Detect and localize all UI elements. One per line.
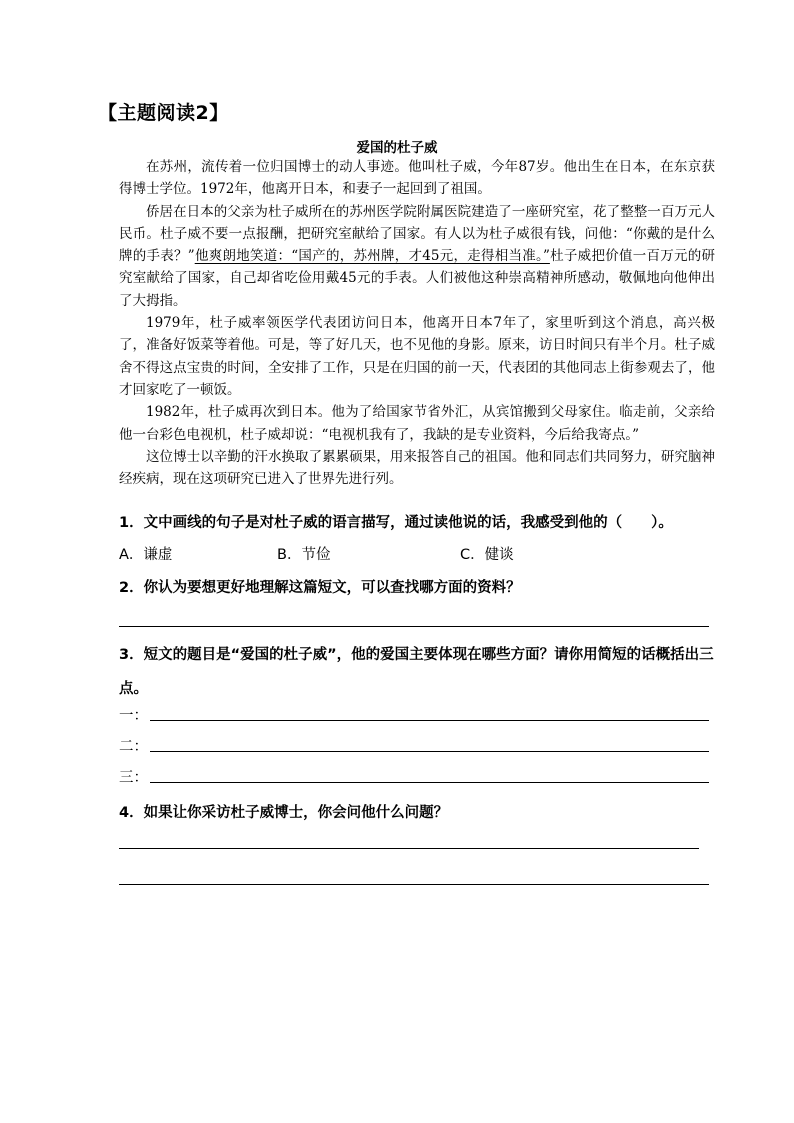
q3-label-3: 三：	[119, 770, 148, 786]
question-3: 3．短文的题目是“爱国的杜子威”，他的爱国主要体现在哪些方面？请你用简短的话概括出三点。	[119, 647, 714, 697]
q4-answer-line-1[interactable]	[119, 848, 699, 849]
q1-option-b[interactable]: B．节俭	[277, 547, 331, 563]
article-body	[119, 156, 715, 490]
q3-label-1: 一：	[119, 708, 148, 724]
q3-label-2: 二：	[119, 739, 148, 755]
q2-answer-line[interactable]	[119, 626, 709, 627]
q1-option-c[interactable]: C．健谈	[460, 547, 514, 563]
article-paragraph-1: 在苏州，流传着一位归国博士的动人事迹。他叫杜子威，今年87岁。他出生在日本，在东京获得博士学位。1972年，他离开日本，和妻子一起回到了祖国。	[119, 159, 715, 198]
article-paragraph-3: 1979年，杜子威率领医学代表团访问日本，他离开日本7年了，家里听到这个消息，高兴极了，准备好饭菜等着他。可是，等了好几天，也不见他的身影。原来，访日时间只有半个月。杜子威舍不得这点宝贵的时间，全安排了工作，只是在归国的前一天，代表团的其他同志上街参观去了，他才回家吃了一顿饭。	[119, 315, 715, 398]
question-4: 4．如果让你采访杜子威博士，你会问他什么问题？	[119, 805, 449, 821]
underlined-sentence: 他爽朗地笑道：“国产的，苏州牌，才45元，走得相当准。”	[194, 248, 550, 265]
question-1: 1．文中画线的句子是对杜子威的语言描写，通过读他说的话，我感受到他的（ ）。	[119, 515, 673, 531]
q3-answer-line-2[interactable]	[150, 751, 709, 752]
paragraph-2-text-after: 杜子威把价值一百万元的研究室献给了国家，自己却省吃俭用戴45元的手表。人们被他这种崇高精神所感动，敬佩地向他伸出了大拇指。	[119, 248, 716, 309]
article-paragraph-2	[119, 201, 715, 312]
article-paragraph-5: 这位博士以辛勤的汗水换取了累累硕果，用来报答自己的祖国。他和同志们共同努力，研究脑神经疾病，现在这项研究已进入了世界先进行列。	[119, 448, 715, 488]
q3-answer-line-1[interactable]	[150, 720, 709, 721]
q3-answer-line-3[interactable]	[150, 782, 709, 783]
q1-option-a[interactable]: A．谦虚	[119, 547, 173, 563]
q4-answer-line-2[interactable]	[119, 884, 709, 885]
paragraph-2-text-before: 侨居在日本的父亲为杜子威所在的苏州医学院附属医院建造了一座研究室，花了整整一百万元人民币。杜子威不要一点报酬，把研究室献给了国家。有人以为杜子威很有钱，问他：“你戴的是什么牌的手表？”	[119, 203, 715, 265]
article-paragraph-4: 1982年，杜子威再次到日本。他为了给国家节省外汇，从宾馆搬到父母家住。临走前，父亲给他一台彩色电视机，杜子威却说：“电视机我有了，我缺的是专业资料，今后给我寄点。”	[119, 404, 715, 443]
section-title: 【主题阅读2】	[98, 102, 229, 124]
article-title: 爱国的杜子威	[356, 140, 438, 156]
question-2: 2．你认为要想更好地理解这篇短文，可以查找哪方面的资料？	[119, 580, 521, 596]
